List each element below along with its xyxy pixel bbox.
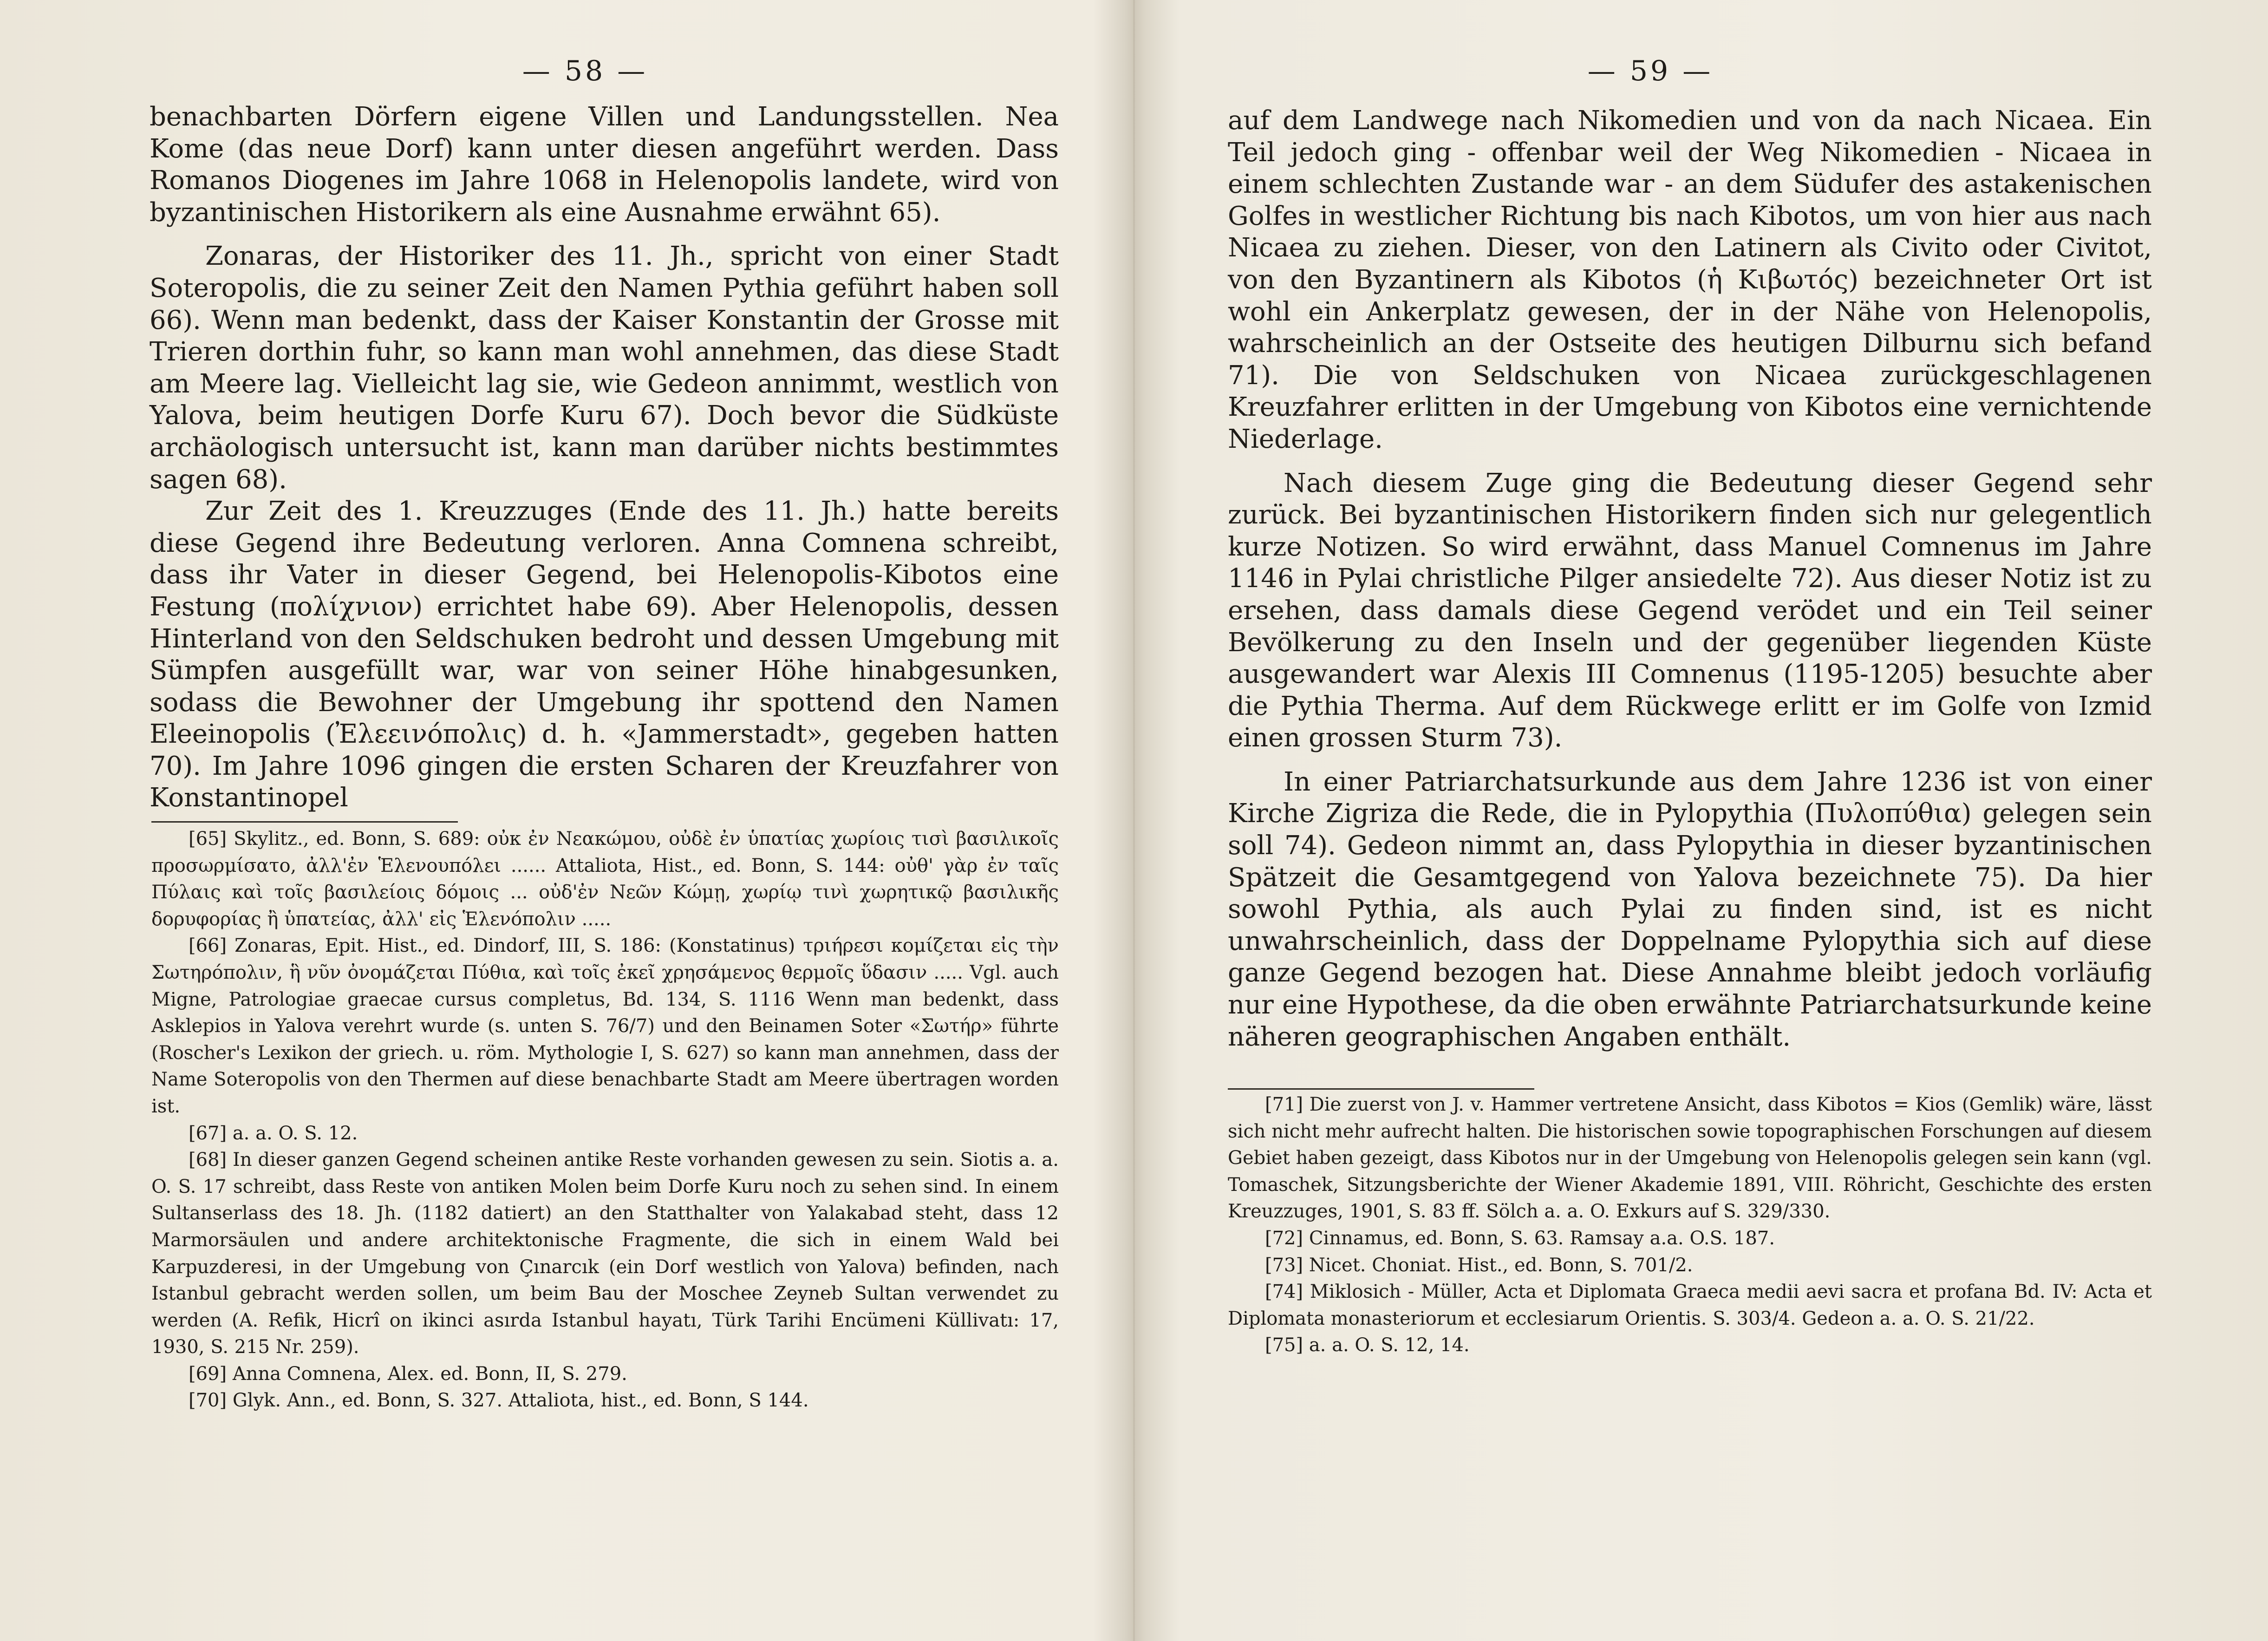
paragraph: Zonaras, der Historiker des 11. Jh., spricht von einer Stadt Soteropolis, die zu seiner Zeit den Namen Pythia geführt haben soll 66). Wenn man bedenkt, dass der Kaiser Konstantin der Grosse mit Trieren dorthin fuhr, so kann man wohl annehmen, das diese Stadt am Meere lag. Vielleicht lag sie, wie Gedeon annimmt, westlich von Yalova, beim heutigen Dorfe Kuru 67). Doch bevor die Südküste archäologisch untersucht ist, kann man darüber nichts bestimmtes sagen 68). bbox=[150, 241, 1059, 495]
paragraph: Nach diesem Zuge ging die Bedeutung dieser Gegend sehr zurück. Bei byzantinischen Historikern finden sich nur gelegentlich kurze Notizen. So wird erwähnt, dass Manuel Comnenus im Jahre 1146 in Pylai christliche Pilger ansiedelte 72). Aus dieser Notiz ist zu ersehen, dass damals diese Gegend verödet und ein Teil seiner Bevölkerung zu den Inseln und der gegenüber liegenden Küste ausgewandert war Alexis III Comnenus (1195-1205) besuchte aber die Pythia Therma. Auf dem Rückwege erlitt er im Golfe von Izmid einen grossen Sturm 73). bbox=[1228, 468, 2152, 753]
footnotes bbox=[151, 826, 1059, 1414]
paragraph: benachbarten Dörfern eigene Villen und Landungsstellen. Nea Kome (das neue Dorf) kann unter diesen angeführt werden. Dass Romanos Diogenes im Jahre 1068 in Helenopolis landete, wird von byzantinischen Historikern als eine Ausnahme erwähnt 65). bbox=[150, 102, 1059, 228]
footnote: [66] Zonaras, Epit. Hist., ed. Dindorf, III, S. 186: (Konstatinus) τριήρεσι κομίζεται εἰς τὴν Σωτηρόπολιν, ἣ νῦν ὀνομάζεται Πύθια, καὶ τοῖς ἐκεῖ χρησάμενος θερμοῖς ὕδασιν ..... Vgl. auch Migne, Patrologiae graecae cursus completus, Bd. 134, S. 1116 Wenn man bedenkt, dass Asklepios in Yalova verehrt wurde (s. unten S. 76/7) und den Beinamen Soter «Σωτήρ» führte (Roscher's Lexikon der griech. u. röm. Mythologie I, S. 627) so kann man annehmen, dass der Name Soteropolis von den Thermen auf diese benachbarte Stadt am Meere übertragen worden ist. bbox=[151, 935, 1059, 1117]
main-text bbox=[1228, 105, 2152, 1053]
paragraph: auf dem Landwege nach Nikomedien und von da nach Nicaea. Ein Teil jedoch ging - offenbar weil der Weg Nikomedien - Nicaea in einem schlechten Zustande war - an dem Südufer des astakenischen Golfes in westlicher Richtung bis nach Kibotos, um von hier aus nach Nicaea zu ziehen. Dieser, von den Latinern als Civito oder Civitot, von den Byzantinern als Kibotos (ἡ Κιβωτός) bezeichneter Ort ist wohl ein Ankerplatz gewesen, der in der Nähe von Helenopolis, wahrscheinlich an der Ostseite des heutigen Dilburnu sich befand 71). Die von Seldschuken von Nicaea zurückgeschlagenen Kreuzfahrer erlitten in der Umgebung von Kibotos eine vernichtende Niederlage. bbox=[1228, 105, 2152, 454]
paragraph: Zur Zeit des 1. Kreuzzuges (Ende des 11. Jh.) hatte bereits diese Gegend ihre Bedeutung verloren. Anna Comnena schreibt, dass ihr Vater in dieser Gegend, bei Helenopolis-Kibotos eine Festung (πολίχνιον) errichtet habe 69). Aber Helenopolis, dessen Hinterland von den Seldschuken bedroht und dessen Umgebung mit Sümpfen ausgefüllt war, war von seiner Höhe hinabgesunken, sodass die Bewohner der Umgebung ihr spottend den Namen Eleeinopolis (Ἐλεεινόπολις) d. h. «Jammerstadt», gegeben hatten 70). Im Jahre 1096 gingen die ersten Scharen der Kreuzfahrer von Konstantinopel bbox=[150, 496, 1059, 813]
footnote: [72] Cinnamus, ed. Bonn, S. 63. Ramsay a.a. O.S. 187. bbox=[1265, 1227, 1775, 1249]
footnote-rule bbox=[1228, 1088, 1534, 1090]
footnotes bbox=[1228, 1092, 2152, 1359]
footnote: [70] Glyk. Ann., ed. Bonn, S. 327. Attaliota, hist., ed. Bonn, S 144. bbox=[189, 1390, 809, 1412]
footnote: [74] Miklosich - Müller, Acta et Diplomata Graeca medii aevi sacra et profana Bd. IV: Acta et Diplomata monasteriorum et ecclesiarum Orientis. S. 303/4. Gedeon a. a. O. S. 21/22. bbox=[1228, 1281, 2152, 1329]
footnote: [73] Nicet. Choniat. Hist., ed. Bonn, S. 701/2. bbox=[1265, 1254, 1693, 1276]
footnote: [67] a. a. O. S. 12. bbox=[189, 1122, 358, 1144]
right-page bbox=[1135, 0, 2268, 1641]
footnote: [69] Anna Comnena, Alex. ed. Bonn, II, S. 279. bbox=[189, 1363, 627, 1385]
footnote: [75] a. a. O. S. 12, 14. bbox=[1265, 1334, 1470, 1356]
footnote: [71] Die zuerst von J. v. Hammer vertretene Ansicht, dass Kibotos = Kios (Gemlik) wäre, lässt sich nicht mehr aufrecht halten. Die historischen sowie topographischen Forschungen auf diesem Gebiet haben gezeigt, dass Kibotos nur in der Umgebung von Helenopolis gelegen sein kann (vgl. Tomaschek, Sitzungsberichte der Wiener Akademie 1891, VIII. Röhricht, Geschichte des ersten Kreuzzuges, 1901, S. 83 ff. Sölch a. a. O. Exkurs auf S. 329/330. bbox=[1228, 1094, 2152, 1223]
left-page bbox=[0, 0, 1133, 1641]
footnote: [65] Skylitz., ed. Bonn, S. 689: οὐκ ἐν Νεακώμου, οὐδὲ ἐν ὑπατίας χωρίοις τισὶ βασιλικοῖς προσωρμίσατο, ἀλλ'ἐν Ἑλενουπόλει ...... Attaliota, Hist., ed. Bonn, S. 144: οὐθ' γὰρ ἐν ταῖς Πύλαις καὶ τοῖς βασιλείοις δόμοις ... οὐδ'ἐν Νεῶν Κώμῃ, χωρίῳ τινὶ χωρητικῷ βασιλικῆς δορυφορίας ἢ ὑπατείας, ἀλλ' εἰς Ἑλενόπολιν ..... bbox=[151, 828, 1059, 930]
footnote: [68] In dieser ganzen Gegend scheinen antike Reste vorhanden gewesen zu sein. Siotis a. a. O. S. 17 schreibt, dass Reste von antiken Molen beim Dorfe Kuru noch zu sehen sind. In einem Sultanserlass des 18. Jh. (1182 datiert) an den Statthalter von Yalakabad steht, dass 12 Marmorsäulen und andere architektonische Fragmente, die sich in einem Wald bei Karpuzderesi, in der Umgebung von Çınarcık (ein Dorf westlich von Yalova) befinden, nach Istanbul gebracht werden sollen, um beim Bau der Moschee Zeyneb Sultan verwendet zu werden (A. Refik, Hicrî on ikinci asırda Istanbul hayatı, Türk Tarihi Encümeni Küllivatı: 17, 1930, S. 215 Nr. 259). bbox=[151, 1149, 1059, 1358]
page-number: — 59 — bbox=[1587, 55, 1714, 87]
footnote-rule bbox=[151, 821, 458, 823]
page-number: — 58 — bbox=[522, 55, 648, 87]
paragraph: In einer Patriarchatsurkunde aus dem Jahre 1236 ist von einer Kirche Zigriza die Rede, die in Pylopythia (Πυλοπύθια) gelegen sein soll 74). Gedeon nimmt an, dass Pylopythia in dieser byzantinischen Spätzeit die Gesamtgegend von Yalova bezeichnete 75). Da hier sowohl Pythia, als auch Pylai zu finden sind, ist es nicht unwahrscheinlich, dass der Doppelname Pylopythia sich auf diese ganze Gegend bezogen hat. Diese Annahme bleibt jedoch vorläufig nur eine Hypothese, da die oben erwähnte Patriarchatsurkunde keine näheren geographischen Angaben enthält. bbox=[1228, 766, 2152, 1052]
main-text bbox=[150, 101, 1059, 814]
